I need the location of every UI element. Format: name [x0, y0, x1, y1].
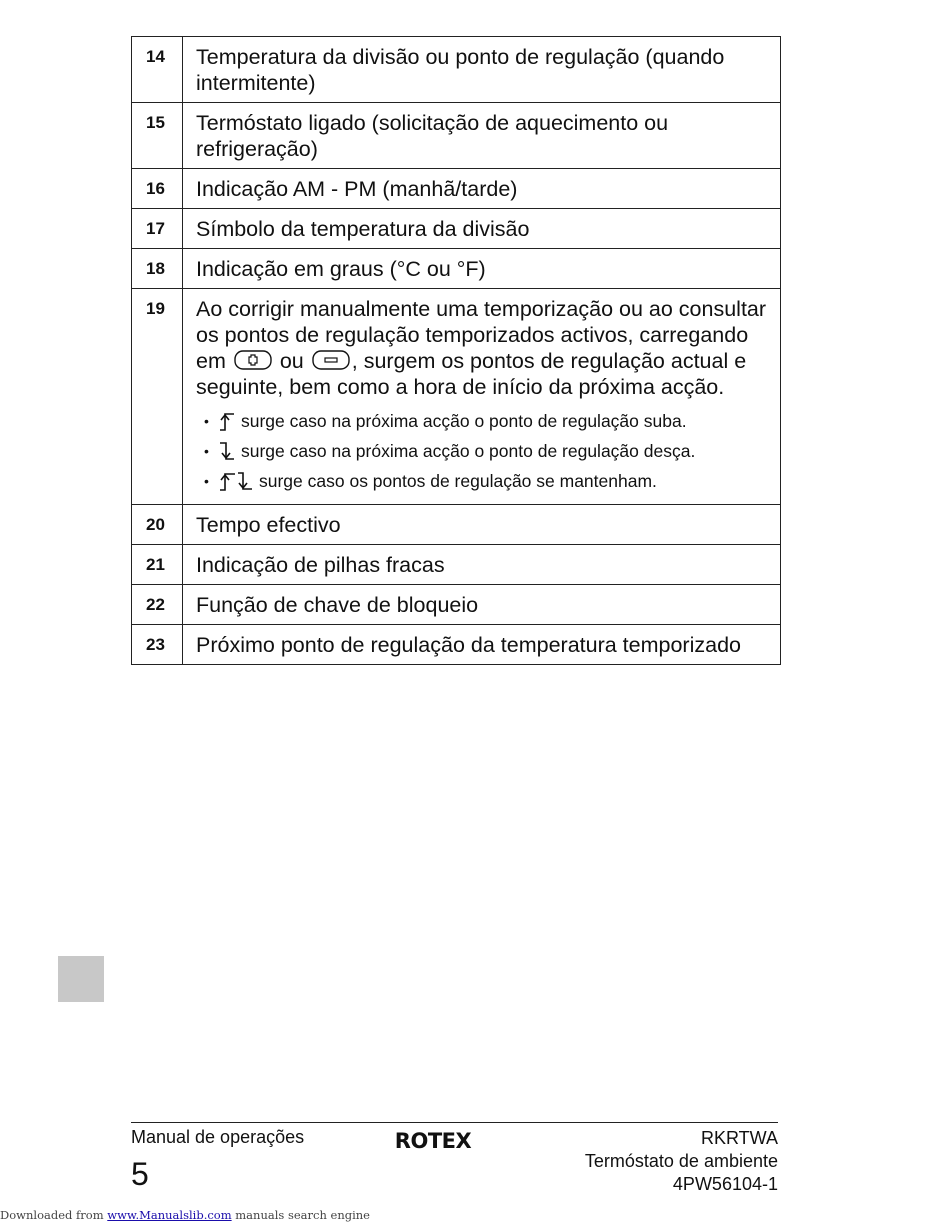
download-notice: [0, 1208, 370, 1222]
row-number: 23: [132, 625, 183, 665]
row-description: Termóstato ligado (solicitação de aquecimento ou refrigeração): [183, 103, 781, 169]
row-description: Tempo efectivo: [183, 505, 781, 545]
footer-model: RKRTWA: [700, 1128, 778, 1148]
row-19-text-b: ou: [279, 349, 304, 373]
row-number: 20: [132, 505, 183, 545]
plus-button-icon: [234, 350, 272, 370]
footer-product-info: [585, 1127, 778, 1196]
row-description: Indicação AM - PM (manhã/tarde): [183, 169, 781, 209]
row-number: 19: [132, 289, 183, 505]
table-row: [132, 289, 781, 505]
manualslib-link[interactable]: www.Manualslib.com: [107, 1208, 232, 1222]
row-description: Indicação de pilhas fracas: [183, 545, 781, 585]
table-row: [132, 249, 781, 289]
bullet-text: surge caso na próxima acção o ponto de regulação desça.: [241, 441, 696, 461]
row-description: Função de chave de bloqueio: [183, 585, 781, 625]
row-description: Temperatura da divisão ou ponto de regulação (quando intermitente): [183, 37, 781, 103]
download-suffix: manuals search engine: [235, 1208, 370, 1222]
row-number: 14: [132, 37, 183, 103]
minus-button-icon: [312, 350, 350, 370]
logo-text: ROTEX: [394, 1129, 472, 1152]
step-up-icon: [218, 410, 236, 432]
row-description: Indicação em graus (°C ou °F): [183, 249, 781, 289]
row-19-text-a: Ao corrigir manualmente uma temporização ou ao consultar os pontos de regulação temporizados activos, carregando em: [196, 297, 767, 373]
step-down-icon: [218, 440, 236, 462]
footer-manual-title: Manual de operações: [131, 1127, 305, 1147]
table-row: [132, 169, 781, 209]
row-number: 18: [132, 249, 183, 289]
row-number: 17: [132, 209, 183, 249]
bullet-icon: •: [204, 443, 209, 459]
table-row: [132, 505, 781, 545]
list-item: [204, 436, 768, 466]
footer-product-name: Termóstato de ambiente: [584, 1151, 778, 1171]
row-number: 22: [132, 585, 183, 625]
footer-document-code: 4PW56104-1: [672, 1174, 778, 1194]
list-item: [204, 406, 768, 436]
table-row: [132, 37, 781, 103]
list-item: [204, 466, 768, 496]
row-number: 15: [132, 103, 183, 169]
rotex-logo: [393, 1128, 473, 1152]
row-number: 16: [132, 169, 183, 209]
row-description: Próximo ponto de regulação da temperatura temporizado: [183, 625, 781, 665]
bullet-text: surge caso na próxima acção o ponto de regulação suba.: [241, 411, 687, 431]
row-19-text-c: , surgem os pontos de regulação actual e seguinte, bem como a hora de início da próxima acção.: [196, 349, 747, 399]
bullet-icon: •: [204, 473, 209, 489]
side-tab-marker: [58, 956, 104, 1002]
footer-divider: [131, 1122, 778, 1123]
table-row: [132, 545, 781, 585]
legend-table: [131, 36, 781, 665]
table-row: [132, 209, 781, 249]
page-number: 5: [131, 1156, 149, 1192]
row-number: 21: [132, 545, 183, 585]
table-row: [132, 625, 781, 665]
table-row: [132, 585, 781, 625]
download-prefix: Downloaded from: [0, 1208, 104, 1222]
row-description: [183, 289, 781, 505]
symbol-list: [196, 406, 768, 496]
bullet-text: surge caso os pontos de regulação se mantenham.: [259, 471, 657, 491]
table-row: [132, 103, 781, 169]
bullet-icon: •: [204, 413, 209, 429]
step-both-icon: [218, 470, 254, 492]
row-description: Símbolo da temperatura da divisão: [183, 209, 781, 249]
